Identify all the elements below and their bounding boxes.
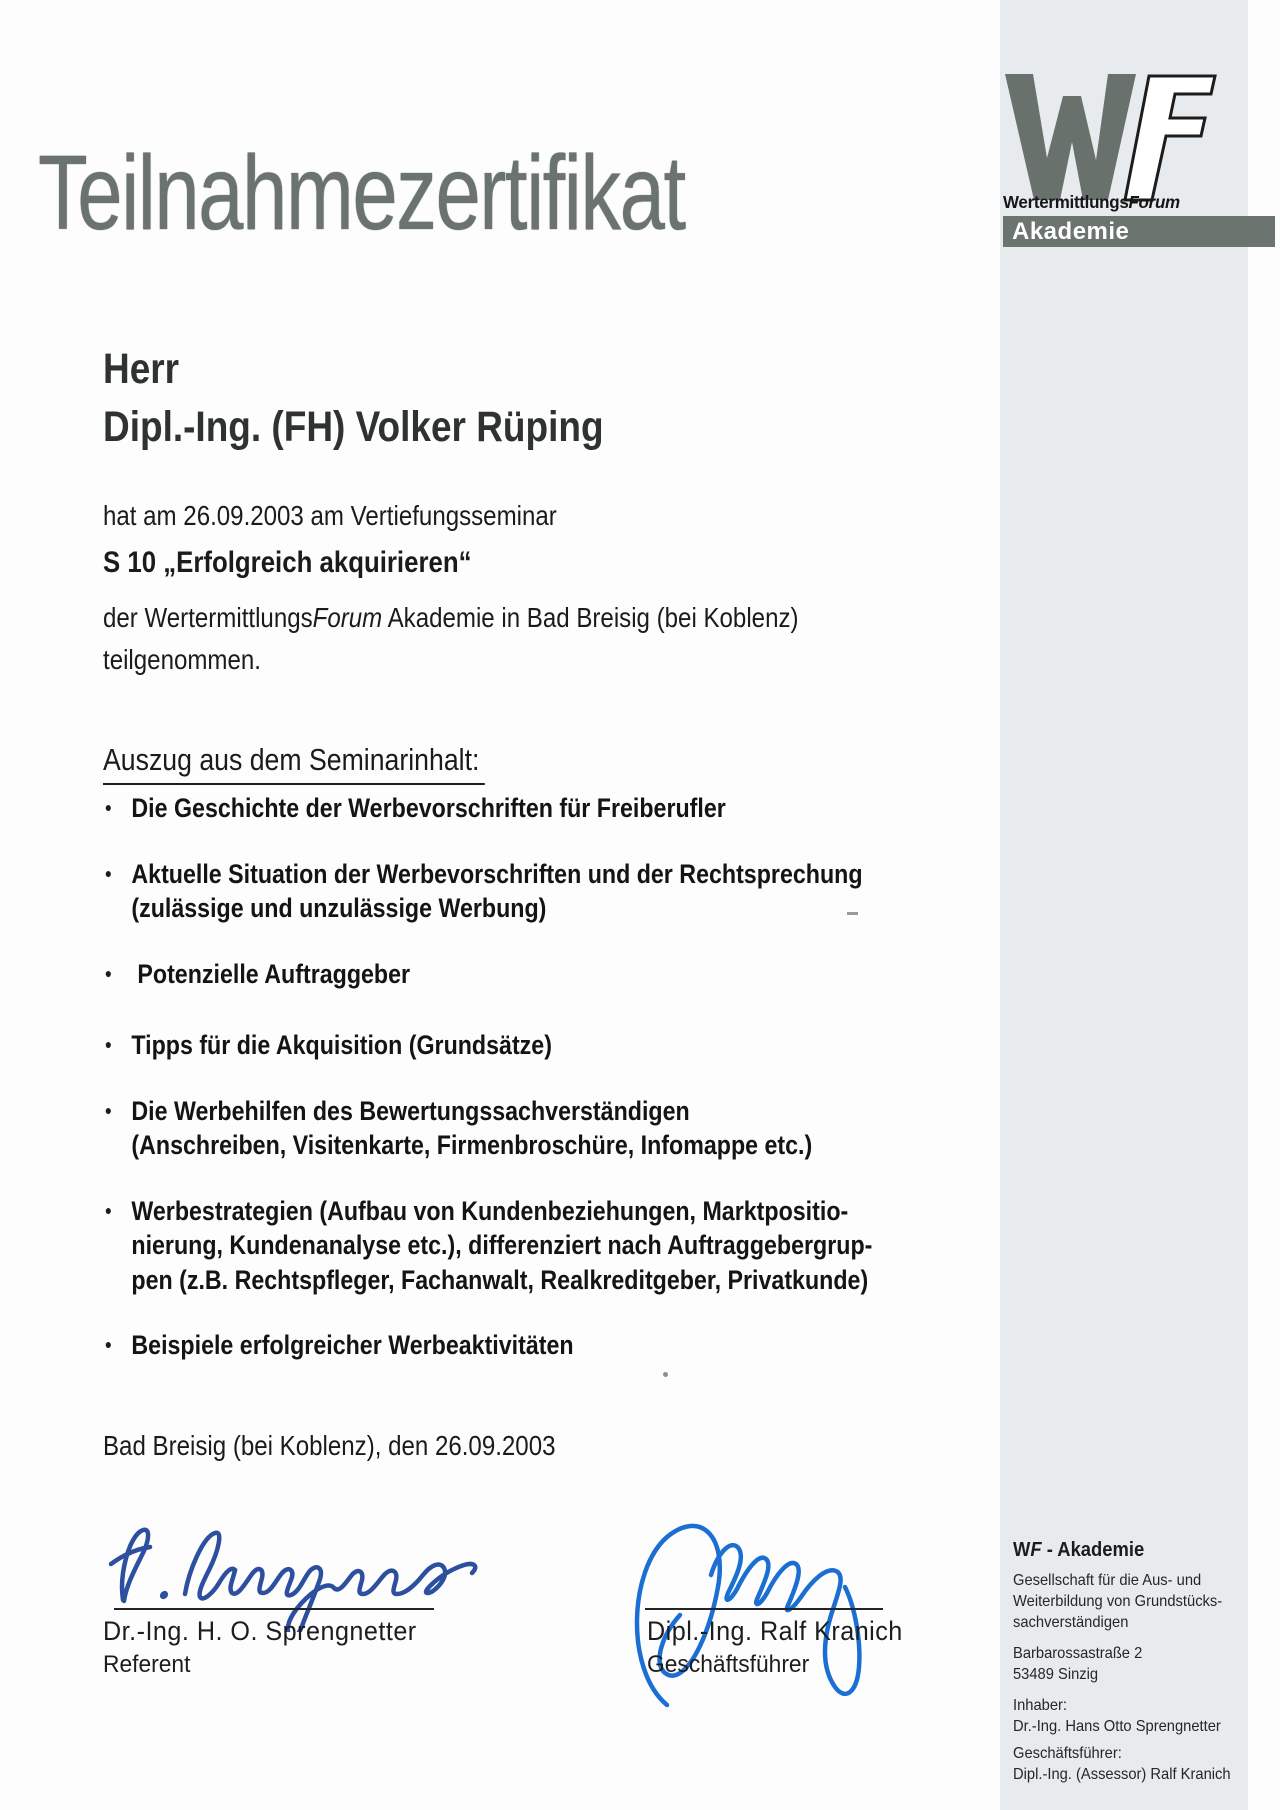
signatory-right-role: Geschäftsführer [647,1651,810,1678]
logo-brand-regular: Wertermittlungs [1003,192,1129,212]
list-item [131,1094,853,1163]
address-block [1013,1540,1243,1785]
signatory-right-name: Dipl.-Ing. Ralf Kranich [647,1616,903,1646]
content-heading-text: Auszug aus dem Seminarinhalt: [103,742,485,785]
list-item [131,1028,853,1063]
signature-line-right [645,1608,883,1610]
logo-letter-f-shape [1125,76,1215,200]
date-line: Bad Breisig (bei Koblenz), den 26.09.2003 [103,1430,556,1461]
list-item-line: pen (z.B. Rechtspfleger, Fachanwalt, Realkreditgeber, Privatkunde) [131,1264,869,1295]
scan-artifact-dot [663,1372,668,1377]
attendance-part-italic: Forum [312,602,383,633]
page-title: Teilnahmezertifikat [38,134,685,252]
seminar-content-list [103,791,873,1394]
manager-label: Geschäftsführer: [1013,1745,1122,1762]
address-org-line: Weiterbildung von Grundstücks- [1013,1593,1223,1610]
recipient-name: Dipl.-Ing. (FH) Volker Rüping [103,403,604,451]
signature-right-ink [615,1512,905,1717]
address-heading-w: W [1013,1539,1031,1561]
seminar-title: S 10 „Erfolgreich akquirieren“ [103,546,472,579]
content-heading [103,742,485,785]
list-item-line: ● Die Geschichte der Werbevorschriften für Freiberufler [131,793,726,823]
list-item-line: ● Werbestrategien (Aufbau von Kundenbeziehungen, Marktpositio- [131,1195,849,1226]
salutation: Herr [103,345,180,393]
attendance-part-rest: Akademie in Bad Breisig (bei Koblenz) [382,602,799,633]
address-street: Barbarossastraße 2 [1013,1645,1143,1662]
logo-brand-text [1003,192,1226,213]
logo-letter-w-shape [1005,74,1136,200]
address-heading [1013,1540,1243,1561]
list-item [131,857,863,926]
attendance-line-2: teilgenommen. [103,644,261,675]
wf-logo-icon [1003,72,1218,202]
list-item [131,1194,873,1298]
address-heading-rest: - Akademie [1041,1539,1145,1561]
list-item-line: (zulässige und unzulässige Werbung) [131,893,547,923]
logo-akademie-bar: Akademie [1003,216,1275,247]
list-item-line: ● Beispiele erfolgreicher Werbeaktivitäten [131,1330,574,1360]
intro-line: hat am 26.09.2003 am Vertiefungsseminar [103,500,557,531]
attendance-part-regular: der Wertermittlungs [103,602,313,633]
signatory-left-role: Referent [103,1651,191,1678]
list-item [131,791,853,826]
list-item-line: ● Potenzielle Auftraggeber [137,958,411,989]
logo-brand-italic: Forum [1128,192,1180,212]
owner-name: Dr.-Ing. Hans Otto Sprengnetter [1013,1718,1221,1735]
signature-line-left [114,1608,434,1610]
list-item [131,1328,853,1363]
list-item-line: ● Tipps für die Akquisition (Grundsätze) [131,1030,552,1060]
address-city: 53489 Sinzig [1013,1666,1099,1683]
address-heading-f: F [1030,1539,1042,1561]
list-item [131,957,853,992]
address-org-line: Gesellschaft für die Aus- und [1013,1572,1202,1589]
address-org-line: sachverständigen [1013,1614,1129,1631]
list-item-line: ● Aktuelle Situation der Werbevorschriften und der Rechtsprechung [131,858,863,889]
signatory-left-name: Dr.-Ing. H. O. Sprengnetter [103,1616,417,1646]
list-item-line: (Anschreiben, Visitenkarte, Firmenbroschüre, Infomappe etc.) [131,1130,813,1160]
attendance-line-1 [103,602,799,634]
list-item-line: nierung, Kundenanalyse etc.), differenziert nach Auftraggebergrup- [131,1230,873,1260]
owner-label: Inhaber: [1013,1697,1068,1714]
scan-artifact-dash [847,912,858,915]
manager-name: Dipl.-Ing. (Assessor) Ralf Kranich [1013,1766,1231,1783]
list-item-line: ● Die Werbehilfen des Bewertungssachverständigen [131,1095,690,1126]
